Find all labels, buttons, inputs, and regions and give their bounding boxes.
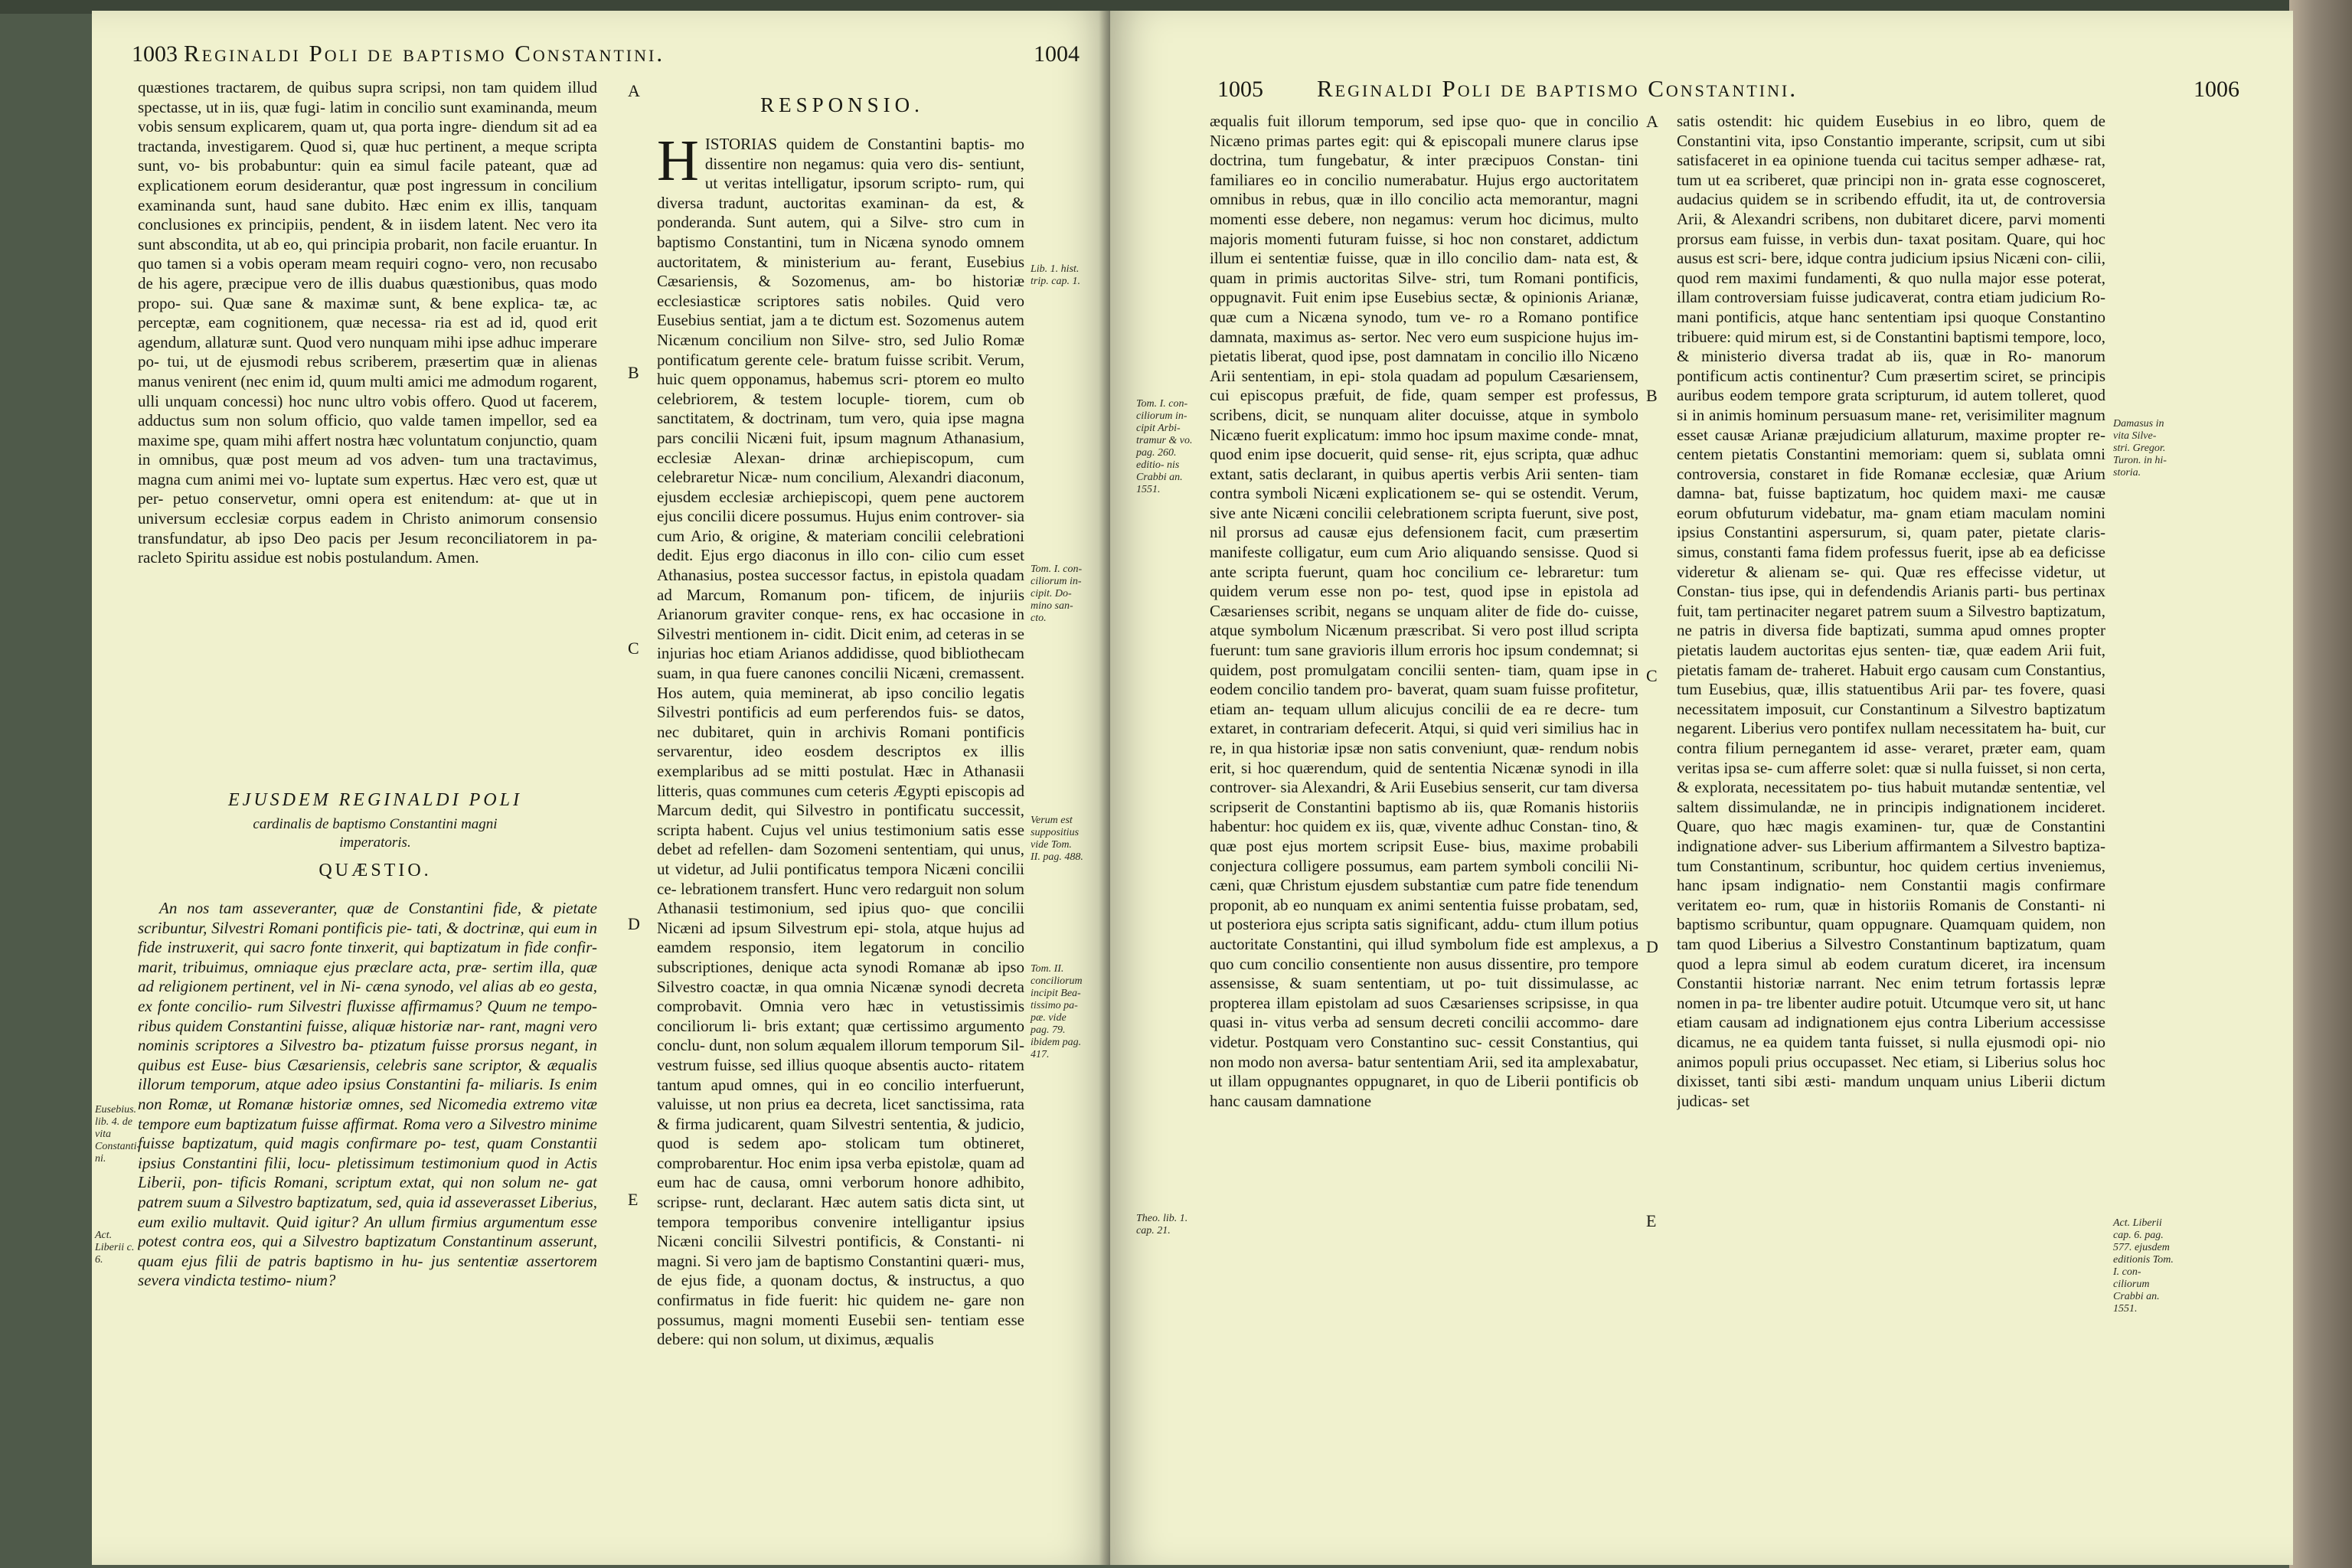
margin-note-tom-2: Tom. II. conciliorum incipit Bea- tissimo pa- pæ. vide pag. 79. ibidem pag. 417. [1031,963,1083,1060]
background-fabric-right [2289,0,2352,1568]
right-margin-letter-a: A [1646,112,1658,131]
right-running-header: Reginaldi Poli de baptismo Constantini. [1317,75,1798,102]
left-col1-text-top [138,78,597,782]
margin-letter-b: B [628,363,639,382]
margin-note-act-liberii: Act. Liberii c. 6. [95,1230,135,1266]
margin-note-tom-1: Tom. I. con- ciliorum in- cipit. Do- mino san- cto. [1031,564,1083,624]
right-col1-text [1210,112,1638,1565]
right-col1-paragraph: æqualis fuit illorum temporum, sed ipse quo- que in concilio Nicæno primas partes egit: qui & episcopali munere clarus ipse doctrina, tum fungebatur, & inter præcipuos Constan- tini familiares eo in concilio numerabatur. Hujus ergo auctoritatem omnibus in rebus, quæ in illo concilio acta memorantur, magni momenti esse debere, non negamus: verum hoc dicimus, multo majoris momenti futuram fuisse, si hoc non constaret, addictum illum ei sententiæ fuisse, quæ in illo concilio dam- nata est, & quam in primis auctoritas Silve- stri, tum Romani pontificis, oppugnavit. Fuit enim ipse Eusebius sectæ, & opinionis Arianæ, quæ cum a Nicæna synodo, tum ve- ro a Romano pontifice damnata, maximus as- sertor. Nec vero eum suspicione hujus im- pietatis liberat, quod ipse, post damnatam in concilio illo Nicæno Arii sententiam, in epi- stola quadam ad populum Cæsariensem, cui episcopus præfuit, de fide, quam semper est professus, scribens, dicit, se nunquam aliter docuisse, atque in symbolo Nicæno fuerit explicatum: immo hoc ipsum maxime conde- mnat, quod enim ipse docuerit, quid sense- rit, ejus scripta, quæ adhuc extant, satis declarant, in quibus apertis verbis Arii senten- tiam contra symboli Nicæni explicationem se- qui se ostendit. Verum, sive ante Nicæni concilii celebrationem scripta fuerunt, sive post, nil prorsus ad causæ ejus defensionem facit, cum præsertim manifeste colligatur, eum cum Ario aliquando sensisse. Quod si ante scripta fuerunt, quam hoc concilium ce- lebraretur: tum quidem verum esse non po- test, quod ipse in epistola ad Cæsarienses scribit, negans se unquam aliter de fide do- cuisse, atque symbolum Nicænum præscribat. Si vero post illud scripta fuerunt: tum sane gravioris illum erroris hoc ipsum condemnat; si quidem, post promulgatam concilii senten- tiam, quam ipse in eodem concilio tandem pro- baverat, quam suam fuisse profitetur, etiam an- tequam ullum alicujus concilii de ea re decre- tum extaret, in contrariam defecerit. Atqui, si quid veri similius hac in re, in qua historiæ ipsæ non satis conveniunt, quæ- rendum nobis erit, si hoc quærendum, quid de sententia Nicænæ synodi in illa controver- sia Alexandri, & Arii Eusebius senserit, cur tam diversa scripserit de Constantini baptismo ab iis, quæ Romanis historiis habentur: hoc quidem ex iis, quæ, vivente adhuc Constan- tino, & quæ post ejus mortem scripsit Euse- bius, maxime probabili conjectura colligere possumus, eam partem symboli concilii Ni- cæni, quæ Christum ejusdem substantiæ cum patre fide tenendum proponit, ab eo nunquam ex animi sententia fuisse probatam, sed, ut posteriora ejus scripta satis significant, addu- ctum illum potius auctoritate Constantini, qui illud symbolum fide est amplexus, a quo cum concilio consentiente non ausus dissentire, pro tempore assensisse, & suam sententiam, ut po- tuit dissimulasse, ac propterea illam epistolam ad suos Cæsarienses scripsisse, in qua quasi in- vitus verba ad sensum decreti concilii accommo- dare videtur. Postquam vero Constantino suc- cessit Constantius, qui non modo non aversa- batur sententiam Arii, sed ita amplexabatur, ut illam oppugnantes oppugnaret, in quo de Liberii pontificis ob hanc causam damnatione [1210,112,1638,1110]
margin-note-lib-hist: Lib. 1. hist. trip. cap. 1. [1031,263,1080,287]
right-margin-note-tom-1: Tom. I. con- ciliorum in- cipit Arbi- tramur & vo. pag. 260. editio- nis Crabbi an. 1551. [1136,398,1193,495]
right-col2-paragraph: satis ostendit: hic quidem Eusebius in eo libro, quem de Constantini vita, ipso Constantio imperante, scripsit, cum ut sibi satisfaceret in ea opinione tuenda cui tacitus semper adhæse- rat, tum ut ea scriberet, quæ principi non in- grata esse cognosceret, audacius quidem se in scribendo effudit, ita ut, de controversia Arii, & Alexandri scribens, non dubitaret dicere, parvi momenti prorsus eam fuisse, in verbis dun- taxat positam. Quare, qui hoc ausus est scri- bere, idque contra judicium ipsius Nicæni con- cilii, quod rem maximi fundamenti, & quo nulla major esse poterat, illam controversiam fuisse judicaverat, contra etiam judicium Ro- mani pontificis, atque hanc sententiam ipsi quoque Constantino tribuere: quid mirum est, si de Constantini baptismi tempore, loco, & ministerio diversa tradat ab iis, quæ in Ro- manorum pontificum actis continentur? Cum præsertim sciret, se principis auribus eodem tempore grata scripturum, id autem tolleret, quod si in animis hominum persuasum mane- ret, verisimiliter magnum esset causæ Arianæ præjudicium allaturum, maxime propter re- centem pietatis Constantini memoriam: quem si, sublata omni controversia, constaret in fide Romanæ ecclesiæ, quæ Arium damna- bat, fuisse baptizatum, hoc quidem maxi- me causæ eorum obfuturum videbatur, ma- gnam etiam maculam nomini ipsius Constantini aspersurum, si, quam pater, pietate claris- simus, constanti fama fidem professus fuerit, ipse ab ea deficisse videretur & alienam se- qui. Quæ res effecisse videtur, ut Constan- tius ipse, qui in defendendis Arianis parti- bus pertinax fuit, tam pertinaciter negaret patrem suum a Silvestro baptizatum, ne patris in diversa fide baptizati, summa apud omnes propter pietatis laudem auctoritas ejus senten- tiæ, quæ eadem Arii fuit, pietatis famam de- traheret. Habuit ergo causam cum Constantius, tum Eusebius, quæ, illis statuentibus Arii par- tes fovere, quasi necessitatem imposuit, cur Constantinum a Silvestro baptizatum negarent. Liberius vero pontifex nullam necessitatem ha- buit, cur contra filium pernegantem id asse- veraret, præter eam, quam veritas ipsa se- cum afferre solet: quæ si nulla fuisset, si non certa, & explorata, necessitatem po- tius habuit mutandæ sententiæ, vel saltem dissimulandæ, ne in principis indignationem incideret. Quare, quo hæc magis examinen- tur, quæ de Constantini indignatione adver- sus Liberium affirmantem a Silvestro baptiza- tum Constantinum, scribuntur, hoc quidem certius inveniemus, hanc ipsam indignatio- nem Constantii magis confirmare veritatem eo- rum, quæ in historiis Romanis de Constanti- ni baptismo scribuntur, quam oppugnare. Quamquam quidem, non tam quod Liberius a Silvestro Constantinum baptizatum, quam quod a lepra simul ab eodem curatum diceret, ira incensum Constantii historiæ narrant. Nec enim tetrum fortassis lepræ nomen in pa- tre libenter audire potuit. Utcumque vero sit, ut hanc etiam causam ad indignationem ejus contra Liberium accessisse dicamus, ne ea quidem tanta fuisset, si nulla ejusmodi opi- nio animos populi prius occupasset. Nec etiam, si Liberius solus hoc dixisset, tanti sibi æsti- mandum unquam unius Liberii dictum judicas- set [1677,112,2105,1110]
responsio-text: ISTORIAS quidem de Constantini baptis- mo dissentire non negamus: quia vero dis- sentiunt, ut veritas intelligatur, ipsorum scripto- rum, qui diversa tradunt, auctoritas examinan- da est, & ponderanda. Sunt autem, qui a Silve- stro cum in baptismo Constantini, tum in Nicæna synodo omnem auctoritatem, & ministerium au- ferant, Eusebius Cæsariensis, & Sozomenus, am- bo historiæ ecclesiasticæ scriptores satis nobiles. Quid vero Eusebius sentiat, jam a te dictum est. Sozomenus autem Nicænum concilium non Silve- stro, sed Julio Romæ pontificatum gerente cele- bratum fuisse scribit. Verum, huic quem opponamus, habemus scri- ptorem eo multo celebriorem, & testem locuple- tiorem, cum ob sanctitatem, & doctrinam, tum vero, quia ipse magna pars concilii Nicæni fuit, ipsum magnum Athanasium, ecclesiæ Alexan- drinæ archiepiscopum, cum celebraretur Nicæ- num concilium, Alexandri diaconum, ejusdem ecclesiæ archiepiscopi, quem pene auctorem ejus concilii dicere possumus. Hujus enim controver- sia cum Ario, & origine, & materiam concilii celebrationi dedit. Ejus ergo diaconus in illo con- cilio cum esset Athanasius, postea successor factus, in epistola quadam ad Marcum, Romanum pon- tificem, de injuriis Arianorum graviter conque- rens, ex hac occasione in Silvestri mentionem in- cidit. Dicit enim, ad ceteras in se injurias hoc etiam Arianos addidisse, quod bibliothecam suam, in qua fuere canones concilii Nicæni, cremassent. Hos autem, quia meminerat, ab ipso concilio legatis Silvestri pontificis ad eum perferendos fuis- se datos, nec dubitaret, quin in archivis Romani pontificis servarentur, ideo eosdem descriptos ex illis exemplaribus ad se mitti postulat. Hæc in Athanasii litteris, quas communes cum ceteris Ægypti episcopis ad Marcum dedit, qui Silvestro in pontificatu successit, scripta habent. Cujus vel unius testimonium satis esse debet ad refellen- dam Sozomeni sententiam, qui unus, ut videtur, ad Julii pontificatus tempora Nicæni concilii ce- lebrationem transfert. Hunc vero redarguit non solum Athanasii testimonium, sed ipius quo- que concilii Nicæni ad ipsum Silvestrum epi- stola, atque hujus ad eamdem responsio, item legatorum in concilio subscriptiones, denique acta synodi Romanæ ab ipso Silvestro coactæ, in qua omnia Nicænæ synodi decreta comprobavit. Omnia vero hæc in vetustissimis conciliorum li- bris extant; quæ certissimo argumento conclu- dunt, non solum æqualem illorum temporum Sil- vestrum fuisse, sed illius quoque absentis aucto- ritatem tantum apud omnes, qui in eo concilio interfuerunt, valuisse, ut non prius ea decreta, licet sanctissima, rata & firma judicarent, quam Silvestri sententia, & judicio, quod is sedem apo- stolicam tum obtineret, comprobarentur. Hoc enim ipsa verba epistolæ, quam ad eum hac de causa, omni verborum honore adhibito, scripse- runt, declarant. Hæc autem satis dicta sint, ut tempora temporibus convenire intelligantur ipsius Nicæni concilii Silvestri pontificis, & Constanti- ni magni. Si vero jam de baptismo Constantini quæri- mus, de ejus fide, a quonam doctus, & instructus, a quo confirmatus in fide fuerit: hic quidem ne- gare non possumus, magni momenti Eusebii sen- tentiam esse debere: qui non solum, ut diximus, æqualis [657,135,1024,1349]
right-margin-letter-d: D [1646,937,1658,956]
right-margin-note-theo: Theo. lib. 1. cap. 21. [1136,1213,1188,1236]
right-margin-letter-e: E [1646,1211,1657,1230]
section-subtitle-1: cardinalis de baptismo Constantini magni [253,816,498,832]
responsio-paragraph [657,135,1024,1350]
quaestio-paragraph: An nos tam asseveranter, quæ de Constantini fide, & pietate scribuntur, Silvestri Romani pontificis pie- tati, & doctrinæ, qui eum in fide instruxerit, qui sacro fonte tinxerit, qui baptizatum in fide confir- marit, tribuimus, omniaque ejus præclare acta, præ- sertim illa, quæ ad religionem pertinent, vel in Ni- cæna synodo, vel alias ab eo gesta, ex fonte concilio- rum Silvestri fluxisse affirmamus? Quum ne tempo- ribus quidem Constantini fuisse, aliquæ historiæ nar- rant, magni vero nominis scriptores a Silvestro ba- ptizatum fuisse prorsus negant, in quibus est Euse- bius Cæsariensis, celebris sane scriptor, & æqualis illorum temporum, atque adeo ipsius Constantini fa- miliaris. Is enim non Romæ, ut Romanæ historiæ omnes, sed Nicomedia extremo vitæ tempore eum baptizatum fuisse affirmat. Roma vero a Silvestro minime fuisse baptizatum, quid magis confirmare po- test, quam Constantii ipsius Constantini filii, locu- pletissimum testimonium quod in Actis Liberii, pon- tificis Romani, scriptum extat, qui non solum ne- gat patrem suum a Silvestro baptizatum, sed, quia id asseverasset Liberius, eum exilio multavit. Quid igitur? An ullum firmius argumentum esse potest contra eos, qui a Silvestro baptizatum Constantinum asserunt, quam ejus filii de patris baptismo in hu- jus sententiæ assertorem severa vindicta testimo- nium? [138,899,597,1290]
section-title: EJUSDEM REGINALDI POLI [228,790,522,810]
left-running-header: Reginaldi Poli de baptismo Constantini. [184,40,665,67]
right-margin-letter-b: B [1646,386,1658,405]
margin-letter-d: D [628,914,640,933]
margin-letter-c: C [628,639,639,658]
left-page [92,11,1110,1565]
margin-letter-e: E [628,1190,639,1209]
left-col1-quaestio-text [138,899,597,1557]
page-number-1006: 1006 [2194,77,2239,102]
right-margin-note-damasus: Damasus in vita Silve- stri. Gregor. Turon. in hi- storia. [2113,418,2167,479]
right-col2-text [1677,112,2105,1565]
section-subtitle-2: imperatoris. [339,835,411,851]
margin-letter-a: A [628,81,640,100]
left-col1-paragraph: quæstiones tractarem, de quibus supra scripsi, non tam quidem illud spectasse, ut in iis, quæ fugi- latim in concilio sunt examinanda, meum vobis sensum explicarem, quam ut, qua porta ingre- diendum sit ad ea tractanda, investigarem. Quod si, quæ huc pertinent, a meque scripta sunt, vo- bis probabuntur: quin ea simul facile pateant, quæ ad explicationem eorum desiderantur, quæ post ingressum in concilium examinanda sunt, haud sane dubito. Hæc enim ex illis, tanquam conclusiones ex principiis, pendent, & in iisdem latent. Nec vero ita sunt abscondita, ut ab eo, qui principia probarit, non facile eruantur. In quo tamen si a vobis operam meam requiri cogno- vero, non recusabo de his agere, præcipue vero de illis duabus quæstionibus, quas modo propo- sui. Quæ sane & maximæ sunt, & bene explica- tæ, ac perceptæ, eam cognitionem, quæ necessa- ria est ad id, quod erit agendum, allaturæ sunt. Quod vero nunquam mihi ipse adhuc imperare po- tui, ut de ejusmodi rebus scriberem, præsertim quæ in alienas manus venirent (nec enim id, quum multi amici me admodum rogarent, ulli unquam concessi) hoc nunc ultro vobis offero. Quod ut facerem, adductus sum non solum officio, quo valde tamen impellor, sed ea maxime spe, quam mihi affert nostra hæc voluntatum conjunctio, quam in omnibus, quæ post meum ad vos adven- tum una tractavimus, magna cum animi mei vo- luptate sum expertus. Hæc vero est, quæ ut per- petuo conservetur, omni opera est enitendum: at- que ut in universum ecclesiæ corpus eadem in Christo animorum consensio transfundatur, ab ipso Deo pacis per Jesum reconciliatorem in pa- racleto Spiritu assidue est nobis postulandum. Amen. [138,78,597,567]
quaestio-heading: QUÆSTIO. [318,861,432,880]
page-number-1003: 1003 [132,41,178,67]
right-margin-note-act-liberii: Act. Liberii cap. 6. pag. 577. ejusdem editionis Tom. I. con- ciliorum Crabbi an. 1551. [2113,1217,2174,1315]
margin-note-verum: Verum est suppositius vide Tom. II. pag. 488. [1031,815,1083,863]
right-margin-letter-c: C [1646,666,1658,685]
margin-note-eusebius: Eusebius. lib. 4. de vita Constanti- ni. [95,1104,141,1165]
page-number-1004: 1004 [1034,41,1080,67]
right-page [1110,11,2293,1565]
drop-cap-h: H [657,135,699,193]
left-col2-text [657,135,1024,1559]
responsio-heading: RESPONSIO. [760,93,924,116]
page-number-1005: 1005 [1217,77,1263,102]
